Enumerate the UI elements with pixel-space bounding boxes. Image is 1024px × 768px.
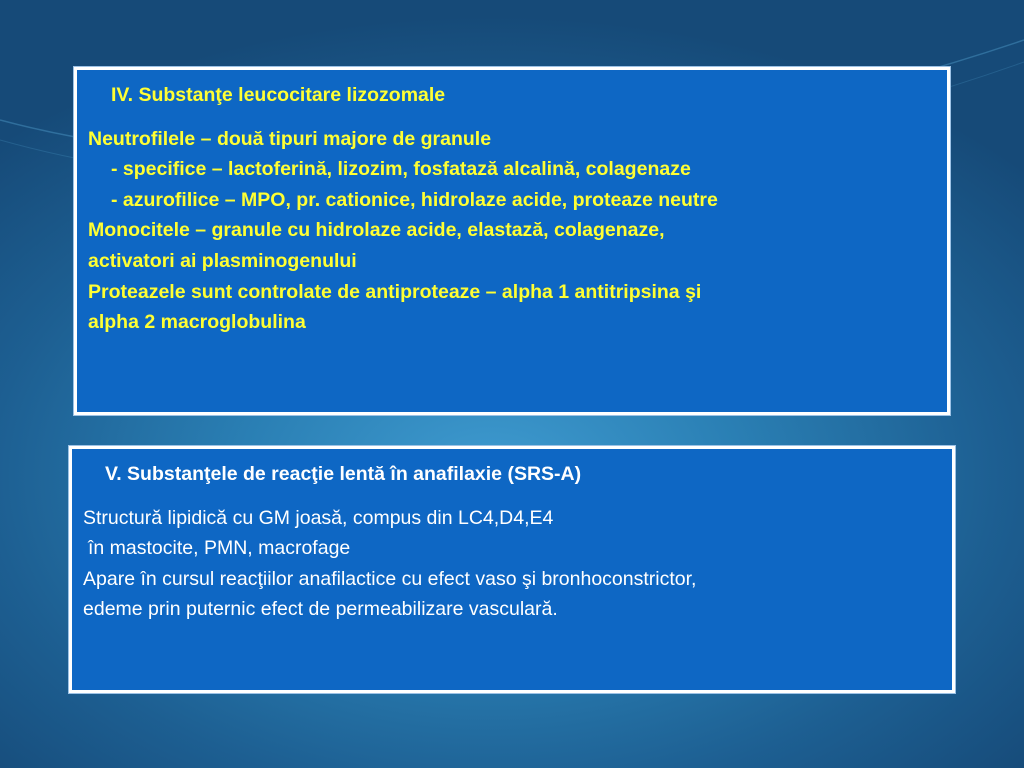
panel1-title: IV. Substanţe leucocitare lizozomale bbox=[111, 84, 446, 106]
panel1-line-neutrophils: Neutrofilele – două tipuri majore de granule bbox=[88, 127, 492, 150]
panel2-title: V. Substanţele de reacţie lentă în anafilaxie (SRS-A) bbox=[105, 463, 582, 485]
panel1-line-macroglobulin: alpha 2 macroglobulina bbox=[88, 311, 306, 334]
panel1-line-proteases: Proteazele sunt controlate de antiproteaze – alpha 1 antitripsina şi bbox=[88, 280, 702, 303]
panel2-line-structure: Structură lipidică cu GM joasă, compus din LC4,D4,E4 bbox=[83, 506, 554, 529]
panel2-line-edema: edeme prin puternic efect de permeabilizare vasculară. bbox=[83, 598, 558, 621]
panel2-line-reactions: Apare în cursul reacţiilor anafilactice cu efect vaso şi bronhoconstrictor, bbox=[83, 567, 697, 590]
panel1-line-azurophilic: - azurofilice – MPO, pr. cationice, hidrolaze acide, proteaze neutre bbox=[111, 188, 718, 211]
panel1-line-specific: - specifice – lactoferină, lizozim, fosfatază alcalină, colagenaze bbox=[111, 158, 691, 181]
panel1-line-monocytes: Monocitele – granule cu hidrolaze acide, elastază, colagenaze, bbox=[88, 219, 665, 242]
panel2-spacer bbox=[83, 490, 942, 503]
lysosomal-substances-panel bbox=[74, 67, 950, 415]
srs-a-panel bbox=[69, 446, 955, 693]
panel1-line-activators: activatori ai plasminogenului bbox=[88, 249, 357, 272]
panel2-line-cells: în mastocite, PMN, macrofage bbox=[88, 537, 351, 560]
panel1-spacer bbox=[88, 111, 937, 124]
